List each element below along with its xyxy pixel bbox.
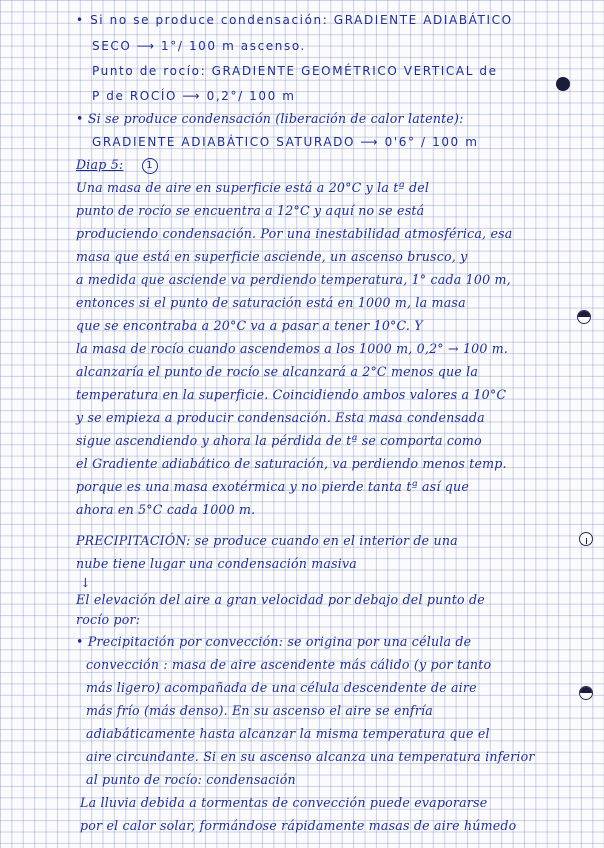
line-28: • Precipitación por convección: se origina por una célula de (76, 634, 472, 649)
line-29: convección : masa de aire ascendente más cálido (y por tanto (86, 657, 492, 672)
line-10: produciendo condensación. Por una inestabilidad atmosférica, esa (76, 226, 513, 241)
line-5: • Si se produce condensación (liberación de calor latente): (76, 111, 464, 126)
moon-half-icon (577, 310, 591, 324)
line-35: La lluvia debida a tormentas de convección puede evaporarse (80, 795, 488, 810)
line-8: Una masa de aire en superficie está a 20°C y la tª del (76, 180, 430, 195)
line-9: punto de rocío se encuentra a 12°C y aquí no se está (76, 203, 425, 218)
diap-number-badge: 1 (142, 158, 158, 174)
line-23: PRECIPITACIÓN: se produce cuando en el interior de una (76, 533, 458, 548)
line-12: a medida que asciende va perdiendo temperatura, 1° cada 100 m, (76, 272, 511, 287)
down-arrow: ↓ (80, 575, 91, 590)
line-32: adiabáticamente hasta alcanzar la misma temperatura que el (86, 726, 490, 741)
line-1: • Si no se produce condensación: GRADIENTE ADIABÁTICO (76, 13, 513, 27)
line-21: porque es una masa exotérmica y no pierde tanta tª así que (76, 479, 469, 494)
line-16: alcanzaría el punto de rocío se alcanzará a 2°C menos que la (76, 364, 479, 379)
line-6: GRADIENTE ADIABÁTICO SATURADO ⟶ 0'6° / 100 m (92, 135, 479, 149)
line-13: entonces si el punto de saturación está en 1000 m, la masa (76, 295, 466, 310)
line-17: temperatura en la superficie. Coincidiendo ambos valores a 10°C (76, 387, 507, 402)
line-36: por el calor solar, formándose rápidamente masas de aire húmedo (80, 818, 517, 833)
diap-heading (76, 157, 158, 174)
line-31: más frío (más denso). En su ascenso el aire se enfría (86, 703, 433, 718)
line-20: el Gradiente adiabático de saturación, va perdiendo menos temp. (76, 456, 507, 471)
line-19: sigue ascendiendo y ahora la pérdida de tª se comporta como (76, 433, 482, 448)
line-18: y se empieza a producir condensación. Esta masa condensada (76, 410, 485, 425)
line-22: ahora en 5°C cada 1000 m. (76, 502, 256, 517)
line-4: P de ROCÍO ⟶ 0,2°/ 100 m (92, 89, 296, 103)
diap-label: Diap 5: (76, 157, 124, 172)
line-15: la masa de rocío cuando ascendemos a los 1000 m, 0,2° → 100 m. (76, 341, 509, 356)
moon-new-icon (556, 77, 570, 91)
line-34: al punto de rocío: condensación (86, 772, 296, 787)
line-14: que se encontraba a 20°C va a pasar a tener 10°C. Y (76, 318, 423, 333)
moon-half-icon-2 (579, 686, 593, 700)
line-24: nube tiene lugar una condensación masiva (76, 556, 357, 571)
line-30: más ligero) acompañada de una célula descendente de aire (86, 680, 477, 695)
line-2: SECO ⟶ 1°/ 100 m ascenso. (92, 39, 306, 53)
line-11: masa que está en superficie asciende, un ascenso brusco, y (76, 249, 468, 264)
line-33: aire circundante. Si en su ascenso alcanza una temperatura inferior (86, 749, 535, 764)
moon-first-quarter-icon (579, 532, 593, 546)
line-3: Punto de rocío: GRADIENTE GEOMÉTRICO VERTICAL de (92, 64, 498, 78)
line-26: El elevación del aire a gran velocidad por debajo del punto de (76, 592, 485, 607)
line-27: rocío por: (76, 612, 141, 627)
